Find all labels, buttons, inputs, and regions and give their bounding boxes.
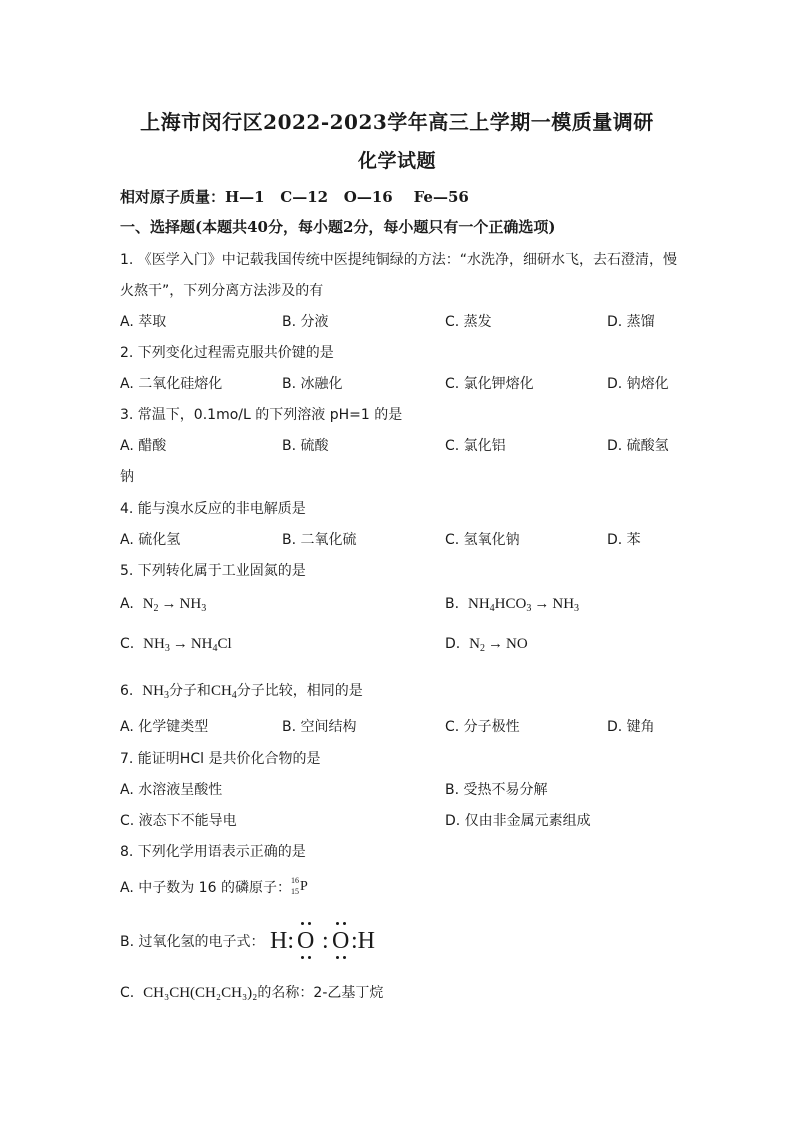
- q2-stem: 2. 下列变化过程需克服共价键的是: [120, 345, 334, 361]
- q3-stem: 3. 常温下，0.1mo/L 的下列溶液 pH=1 的是: [120, 407, 403, 423]
- q8-stem: 8. 下列化学用语表示正确的是: [120, 844, 306, 860]
- page-title: 上海市闵行区2022-2023学年高三上学期一模质量调研: [140, 110, 654, 134]
- q3-options: [120, 435, 700, 457]
- q4-option-c[interactable]: C. 氢氧化钠: [445, 532, 520, 548]
- q1-option-d[interactable]: D. 蒸馏: [607, 314, 655, 330]
- q7-options-row1: [120, 779, 700, 801]
- q5-options-row1: [120, 596, 700, 618]
- q3-option-d[interactable]: D. 硫酸氢: [607, 438, 669, 454]
- q5-options-row2: [120, 636, 700, 658]
- q2-options: [120, 373, 700, 395]
- q6-option-c[interactable]: C. 分子极性: [445, 719, 520, 735]
- q4-stem: 4. 能与溴水反应的非电解质是: [120, 501, 306, 517]
- q3-option-c[interactable]: C. 氯化铝: [445, 438, 506, 454]
- q1-option-c[interactable]: C. 蒸发: [445, 314, 492, 330]
- q4-option-d[interactable]: D. 苯: [607, 532, 641, 548]
- q3-option-b[interactable]: B. 硫酸: [282, 438, 329, 454]
- q6-options: [120, 716, 700, 738]
- phosphorus-isotope: 16 15 P: [290, 876, 308, 896]
- q5-option-a[interactable]: A. $N_2 \to NH_3$: [120, 596, 207, 614]
- q1-option-a[interactable]: A. 萃取: [120, 314, 167, 330]
- q2-option-d[interactable]: D. 钠熔化: [607, 376, 669, 392]
- q1-options: [120, 311, 700, 333]
- section-heading: 一、选择题(本题共40分，每小题2分，每小题只有一个正确选项): [120, 218, 556, 236]
- atomic-masses: 相对原子质量：H—1 C—12 O—16 Fe—56: [120, 188, 469, 206]
- q7-option-c[interactable]: C. 液态下不能导电: [120, 813, 237, 829]
- q1-stem-line2: 火熬干”，下列分离方法涉及的有: [120, 283, 324, 299]
- q8-option-b[interactable]: B. 过氧化氢的电子式：: [120, 934, 265, 950]
- q3-option-a[interactable]: A. 醋酸: [120, 438, 167, 454]
- q2-option-c[interactable]: C. 氯化钾熔化: [445, 376, 534, 392]
- q4-option-a[interactable]: A. 硫化氢: [120, 532, 181, 548]
- q2-option-a[interactable]: A. 二氧化硅熔化: [120, 376, 223, 392]
- q4-options: [120, 529, 700, 551]
- q1-option-b[interactable]: B. 分液: [282, 314, 329, 330]
- q3-option-d-continued: 钠: [120, 469, 134, 485]
- q8-option-a[interactable]: A. 中子数为 16 的磷原子： 16 15 P: [120, 876, 308, 896]
- q5-option-c[interactable]: C. $NH_3 \to NH_4Cl$: [120, 636, 232, 654]
- q8-option-c[interactable]: C. CH₃CH(CH₂CH₃)₂的名称：2-乙基丁烷: [120, 985, 384, 1001]
- q7-options-row2: [120, 810, 700, 832]
- q7-option-d[interactable]: D. 仅由非金属元素组成: [445, 813, 591, 829]
- q7-stem: 7. 能证明HCl 是共价化合物的是: [120, 751, 321, 767]
- q2-option-b[interactable]: B. 冰融化: [282, 376, 343, 392]
- q6-stem: 6. $NH_3$分子和$CH_4$分子比较，相同的是: [120, 683, 363, 701]
- q4-option-b[interactable]: B. 二氧化硫: [282, 532, 357, 548]
- q5-option-b[interactable]: B. $NH_4HCO_3 \to NH_3$: [445, 596, 580, 614]
- q5-option-d[interactable]: D. $N_2$ → NO: [445, 636, 528, 654]
- q7-option-a[interactable]: A. 水溶液呈酸性: [120, 782, 223, 798]
- q6-option-a[interactable]: A. 化学键类型: [120, 719, 209, 735]
- q6-option-d[interactable]: D. 键角: [607, 719, 655, 735]
- q7-option-b[interactable]: B. 受热不易分解: [445, 782, 548, 798]
- page-subtitle: 化学试题: [357, 150, 436, 172]
- q5-stem: 5. 下列转化属于工业固氮的是: [120, 563, 306, 579]
- q6-option-b[interactable]: B. 空间结构: [282, 719, 357, 735]
- q1-stem-line1: 1. 《医学入门》中记载我国传统中医提纯铜绿的方法：“水洗净，细研水飞，去石澄清，慢: [120, 252, 678, 268]
